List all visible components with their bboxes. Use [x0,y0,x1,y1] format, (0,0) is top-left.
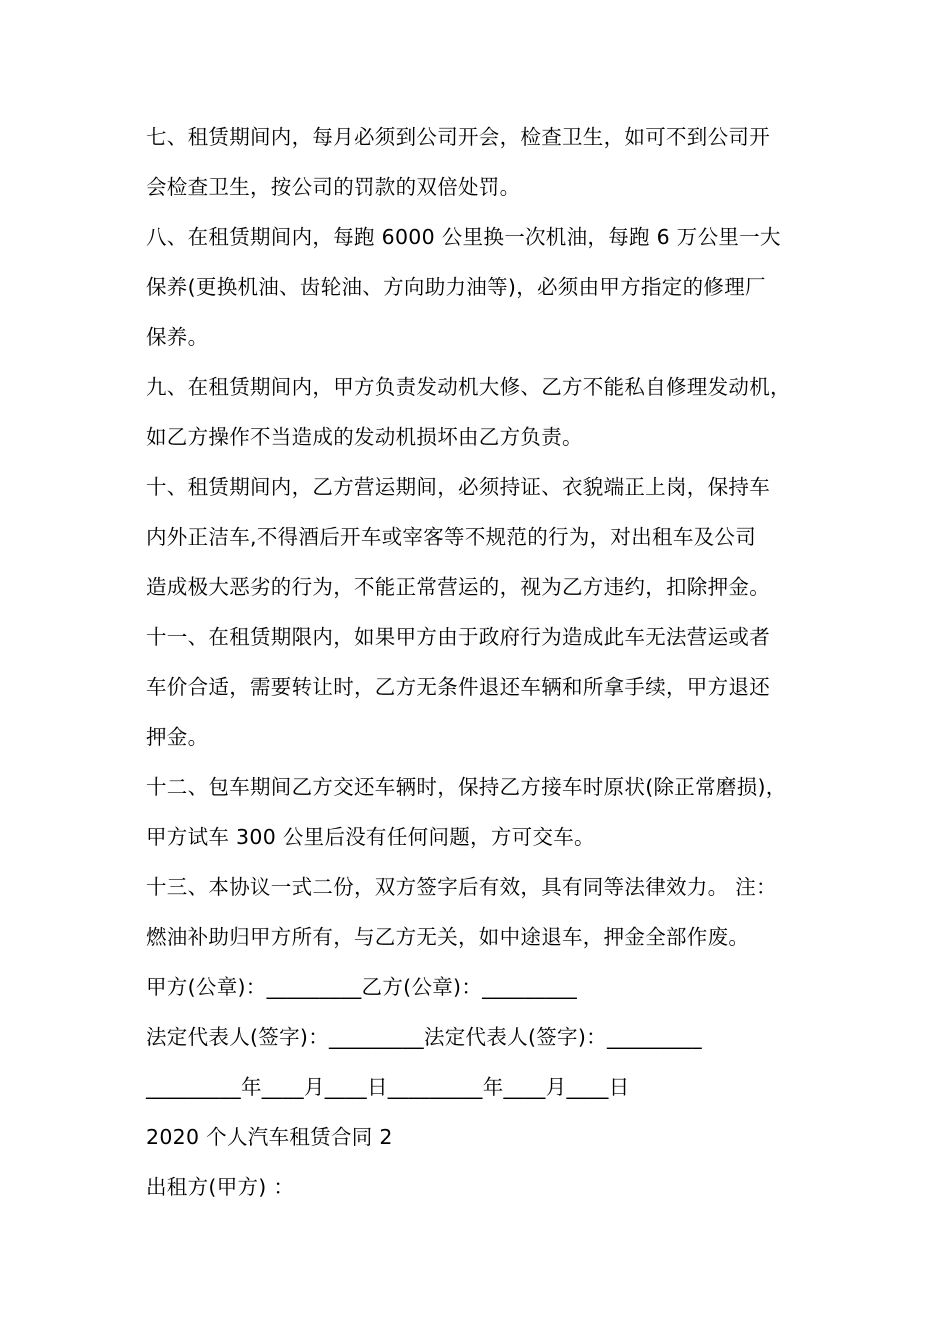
clause-8-line-2: 保养(更换机油、齿轮油、方向助力油等)，必须由甲方指定的修理厂 [146,275,766,299]
clause-7-line-2: 会检查卫生，按公司的罚款的双倍处罚。 [146,175,521,199]
lessor-label: 出租方(甲方) ： [146,1175,295,1199]
signature-representative-line: 法定代表人(签字)：_________法定代表人(签字)：_________ [146,1025,702,1049]
clause-10-line-3: 造成极大恶劣的行为，不能正常营运的，视为乙方违约，扣除押金。 [146,575,770,599]
clause-11 [146,612,811,762]
signature-date-line: _________年____月____日_________年____月____日 [146,1075,630,1099]
clause-11-line-1: 十一、在租赁期限内，如果甲方由于政府行为造成此车无法营运或者 [146,625,770,649]
clause-8-line-3: 保养。 [146,325,209,349]
clause-7-line-1: 七、租赁期间内，每月必须到公司开会，检查卫生，如可不到公司开 [146,125,770,149]
clause-8-line-1: 八、在租赁期间内，每跑 6000 公里换一次机油，每跑 6 万公里一大 [146,225,781,249]
document-body [146,112,811,1212]
clause-12-line-1: 十二、包车期间乙方交还车辆时，保持乙方接车时原状(除正常磨损)， [146,775,787,799]
clause-12-line-2: 甲方试车 300 公里后没有任何问题，方可交车。 [146,825,595,849]
clause-13-line-2: 燃油补助归甲方所有，与乙方无关，如中途退车，押金全部作废。 [146,925,750,949]
clause-11-line-2: 车价合适，需要转让时，乙方无条件退还车辆和所拿手续，甲方退还 [146,675,770,699]
next-contract-title: 2020 个人汽车租赁合同 2 [146,1125,393,1149]
clause-10-line-2: 内外正洁车,不得酒后开车或宰客等不规范的行为，对出租车及公司 [146,525,757,549]
clause-9 [146,362,811,462]
clause-10 [146,462,811,612]
clause-9-line-1: 九、在租赁期间内，甲方负责发动机大修、乙方不能私自修理发动机， [146,375,791,399]
clause-8 [146,212,811,362]
clause-10-line-1: 十、租赁期间内，乙方营运期间，必须持证、衣貌端正上岗，保持车 [146,475,770,499]
clause-9-line-2: 如乙方操作不当造成的发动机损坏由乙方负责。 [146,425,583,449]
clause-11-line-3: 押金。 [146,725,209,749]
clause-7 [146,112,811,212]
signature-party-line: 甲方(公章)：_________乙方(公章)：_________ [146,975,578,999]
clause-13-line-1: 十三、本协议一式二份，双方签字后有效，具有同等法律效力。 注： [146,875,777,899]
clause-12 [146,762,811,862]
clause-13 [146,862,811,962]
